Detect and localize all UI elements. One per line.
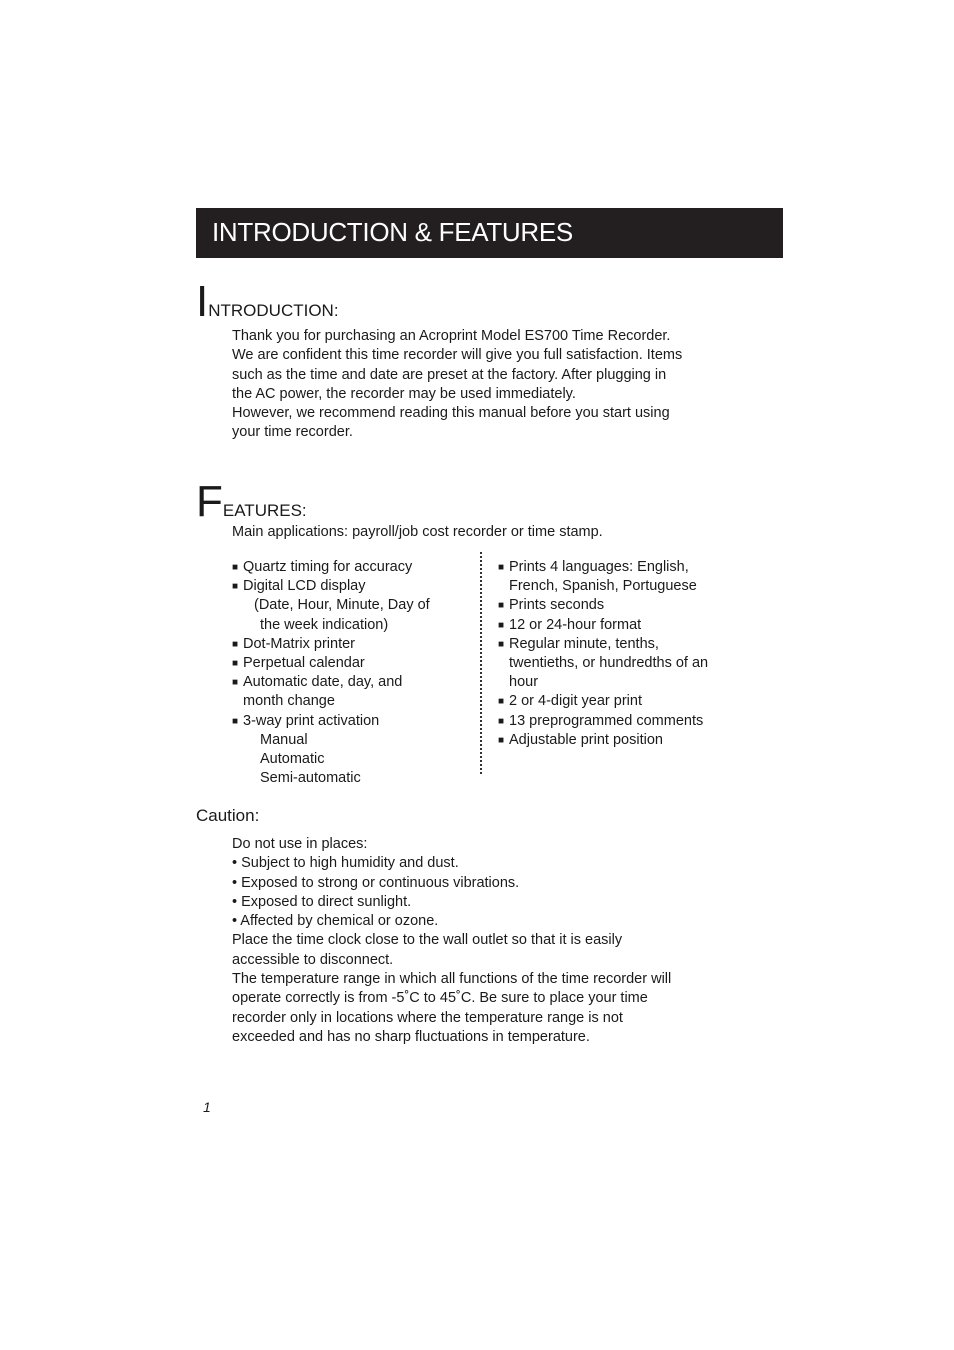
feature-text: hour — [509, 674, 539, 691]
square-bullet-icon: ■ — [498, 562, 505, 573]
square-bullet-icon: ■ — [232, 638, 239, 650]
feature-text: 3-way print activation — [243, 712, 380, 729]
feature-detail: Manual — [260, 731, 308, 748]
column-divider — [480, 552, 482, 774]
features-heading-text: EATURES: — [222, 501, 307, 520]
feature-text: Prints seconds — [509, 597, 605, 614]
main-applications — [232, 523, 603, 542]
feature-item — [232, 673, 462, 711]
square-bullet-icon: ■ — [498, 638, 505, 650]
caution-line: • Affected by chemical or ozone. — [232, 913, 439, 930]
caution-body — [232, 835, 712, 1047]
feature-text: Automatic date, day, and — [243, 674, 403, 691]
caution-line: • Exposed to direct sunlight. — [232, 893, 412, 910]
introduction-body — [232, 327, 705, 443]
features-heading-initial: F — [196, 477, 223, 526]
introduction-heading-initial: I — [196, 277, 209, 326]
caution-line: • Exposed to strong or continuous vibrations. — [232, 874, 520, 891]
caution-line: • Subject to high humidity and dust. — [232, 855, 459, 872]
caution-line: exceeded and has no sharp fluctuations in temperature. — [232, 1028, 590, 1045]
feature-item — [498, 731, 738, 750]
feature-text: 13 preprogrammed comments — [509, 712, 704, 729]
caution-heading: Caution: — [196, 806, 260, 825]
feature-text: 12 or 24-hour format — [509, 616, 642, 633]
introduction-heading — [196, 277, 339, 326]
caution-line: The temperature range in which all functions of the time recorder will — [232, 971, 672, 988]
caution-line: accessible to disconnect. — [232, 951, 394, 968]
caution-line: Place the time clock close to the wall outlet so that it is easily — [232, 932, 623, 949]
feature-text: Quartz timing for accuracy — [243, 559, 413, 575]
feature-item — [498, 616, 738, 635]
feature-item — [232, 577, 462, 596]
caution-line: Do not use in places: — [232, 836, 368, 852]
section-title: INTRODUCTION & FEATURES — [212, 217, 573, 247]
feature-item — [498, 558, 738, 596]
square-bullet-icon: ■ — [498, 734, 505, 746]
intro-line: We are confident this time recorder will give you full satisfaction. Items — [232, 347, 683, 364]
features-right-column — [498, 558, 738, 750]
feature-text: Adjustable print position — [509, 731, 663, 748]
caution-line: operate correctly is from -5˚C to 45˚C. Be sure to place your time — [232, 990, 648, 1007]
feature-item — [232, 654, 462, 673]
square-bullet-icon: ■ — [232, 677, 239, 689]
intro-line: However, we recommend reading this manual before you start using — [232, 405, 670, 422]
feature-item — [232, 635, 462, 654]
main-applications-text: Main applications: payroll/job cost recorder or time stamp. — [232, 524, 603, 540]
intro-line: such as the time and date are preset at the factory. After plugging in — [232, 366, 667, 383]
feature-item — [498, 692, 738, 711]
section-banner — [196, 208, 783, 258]
square-bullet-icon: ■ — [498, 619, 505, 631]
square-bullet-icon: ■ — [498, 715, 505, 727]
square-bullet-icon: ■ — [498, 600, 505, 612]
square-bullet-icon: ■ — [498, 696, 505, 708]
feature-text: 2 or 4-digit year print — [509, 693, 642, 710]
intro-line: your time recorder. — [232, 424, 353, 441]
square-bullet-icon: ■ — [232, 562, 239, 573]
caution-line: recorder only in locations where the temperature range is not — [232, 1009, 623, 1026]
feature-detail: Semi-automatic — [260, 770, 361, 787]
introduction-heading-text: NTRODUCTION: — [208, 301, 339, 320]
feature-detail: the week indication) — [260, 616, 389, 633]
feature-text: French, Spanish, Portuguese — [509, 578, 697, 595]
feature-text: twentieths, or hundredths of an — [509, 655, 709, 672]
feature-detail: Automatic — [260, 751, 325, 768]
feature-detail: (Date, Hour, Minute, Day of — [254, 597, 430, 614]
intro-line: the AC power, the recorder may be used immediately. — [232, 385, 576, 402]
feature-item — [232, 712, 462, 731]
square-bullet-icon: ■ — [232, 658, 239, 670]
page-number: 1 — [203, 1099, 211, 1115]
feature-text: Dot-Matrix printer — [243, 635, 355, 652]
feature-text: Regular minute, tenths, — [509, 635, 659, 652]
feature-text: month change — [243, 693, 335, 710]
intro-line: Thank you for purchasing an Acroprint Model ES700 Time Recorder. — [232, 328, 671, 344]
feature-text: Perpetual calendar — [243, 655, 365, 672]
feature-item — [498, 712, 738, 731]
feature-item — [232, 558, 462, 577]
feature-text: Prints 4 languages: English, — [509, 559, 689, 575]
feature-text: Digital LCD display — [243, 578, 366, 595]
square-bullet-icon: ■ — [232, 715, 239, 727]
features-heading — [196, 477, 307, 526]
square-bullet-icon: ■ — [232, 581, 239, 593]
feature-item — [498, 635, 738, 693]
feature-item — [498, 596, 738, 615]
features-left-column — [232, 558, 462, 788]
